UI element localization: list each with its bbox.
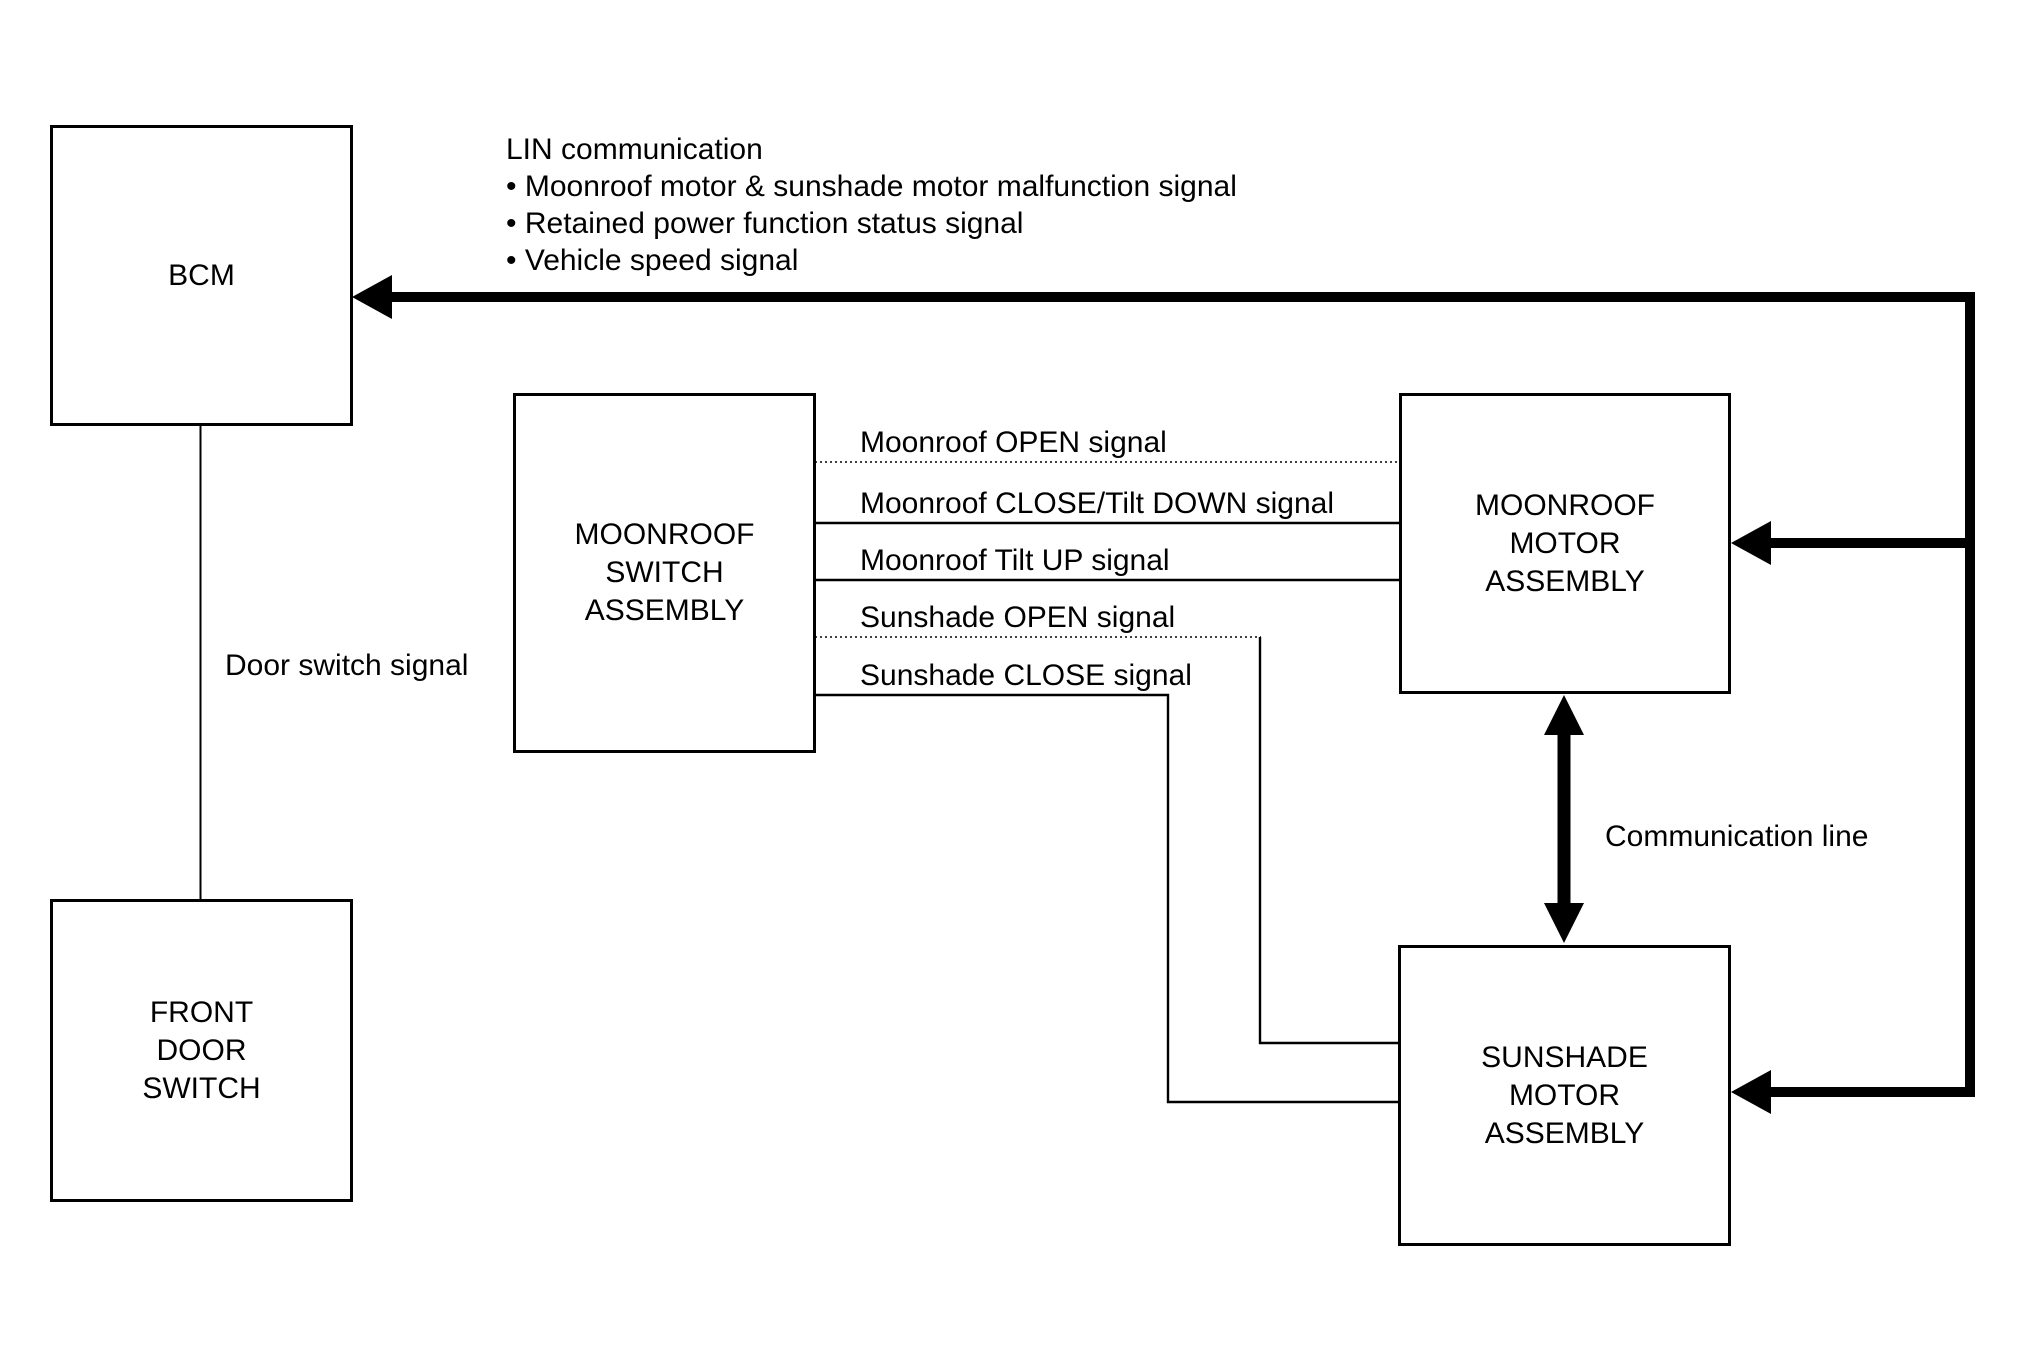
front-door-switch-box (50, 899, 353, 1202)
bcm-label: BCM (168, 258, 235, 292)
front-door-switch-label-line: SWITCH (142, 1071, 261, 1105)
moonroof-motor-assembly-label-line: MOONROOF (1475, 488, 1655, 522)
arrowhead-into-sunshade-motor-icon (1731, 1070, 1771, 1114)
bcm-box (50, 125, 353, 426)
sunshade-open-signal-line-routing (1260, 637, 1398, 1043)
door-switch-signal-label: Door switch signal (225, 649, 469, 682)
moonroof-motor-assembly-box (1399, 393, 1731, 694)
moonroof-motor-assembly-label-line: MOTOR (1509, 526, 1621, 560)
arrowhead-into-bcm-icon (352, 275, 392, 319)
signal-label-sunshade-close: Sunshade CLOSE signal (860, 659, 1192, 692)
signal-label-sunshade-open: Sunshade OPEN signal (860, 601, 1176, 634)
moonroof-switch-assembly-label-line: MOONROOF (574, 518, 755, 551)
signal-label-moonroof-close-tilt-down: Moonroof CLOSE/Tilt DOWN signal (860, 487, 1335, 520)
front-door-switch-label-line: FRONT (149, 995, 254, 1029)
front-door-switch-label-line: DOOR (156, 1033, 247, 1067)
sunshade-motor-assembly-box (1398, 945, 1731, 1246)
moonroof-motor-assembly-label-line: ASSEMBLY (1485, 564, 1645, 598)
moonroof-switch-assembly-label-line: ASSEMBLY (584, 594, 745, 627)
sunshade-close-signal-line (815, 695, 1398, 1102)
sunshade-motor-assembly-label-line: MOTOR (1508, 1078, 1621, 1112)
lin-communication-bullet: • Moonroof motor & sunshade motor malfunction signal (506, 170, 1237, 203)
sunshade-motor-assembly-label-line: SUNSHADE (1481, 1040, 1648, 1074)
sunshade-motor-assembly-label-line: ASSEMBLY (1484, 1116, 1645, 1150)
lin-communication-title: LIN communication (506, 133, 763, 166)
lin-communication-bullet: • Retained power function status signal (506, 207, 1024, 240)
communication-line-arrowhead-down-icon (1544, 903, 1584, 943)
arrowhead-into-moonroof-motor-icon (1731, 521, 1771, 565)
signal-label-moonroof-tilt-up: Moonroof Tilt UP signal (860, 544, 1170, 577)
communication-line-label: Communication line (1605, 820, 1869, 853)
lin-communication-note (506, 131, 1237, 279)
lin-communication-bullet: • Vehicle speed signal (506, 244, 799, 277)
moonroof-switch-assembly-label-line: SWITCH (605, 556, 724, 589)
signal-label-moonroof-open: Moonroof OPEN signal (860, 426, 1167, 459)
communication-line-arrowhead-up-icon (1544, 695, 1584, 735)
moonroof-switch-assembly-box (513, 393, 816, 753)
